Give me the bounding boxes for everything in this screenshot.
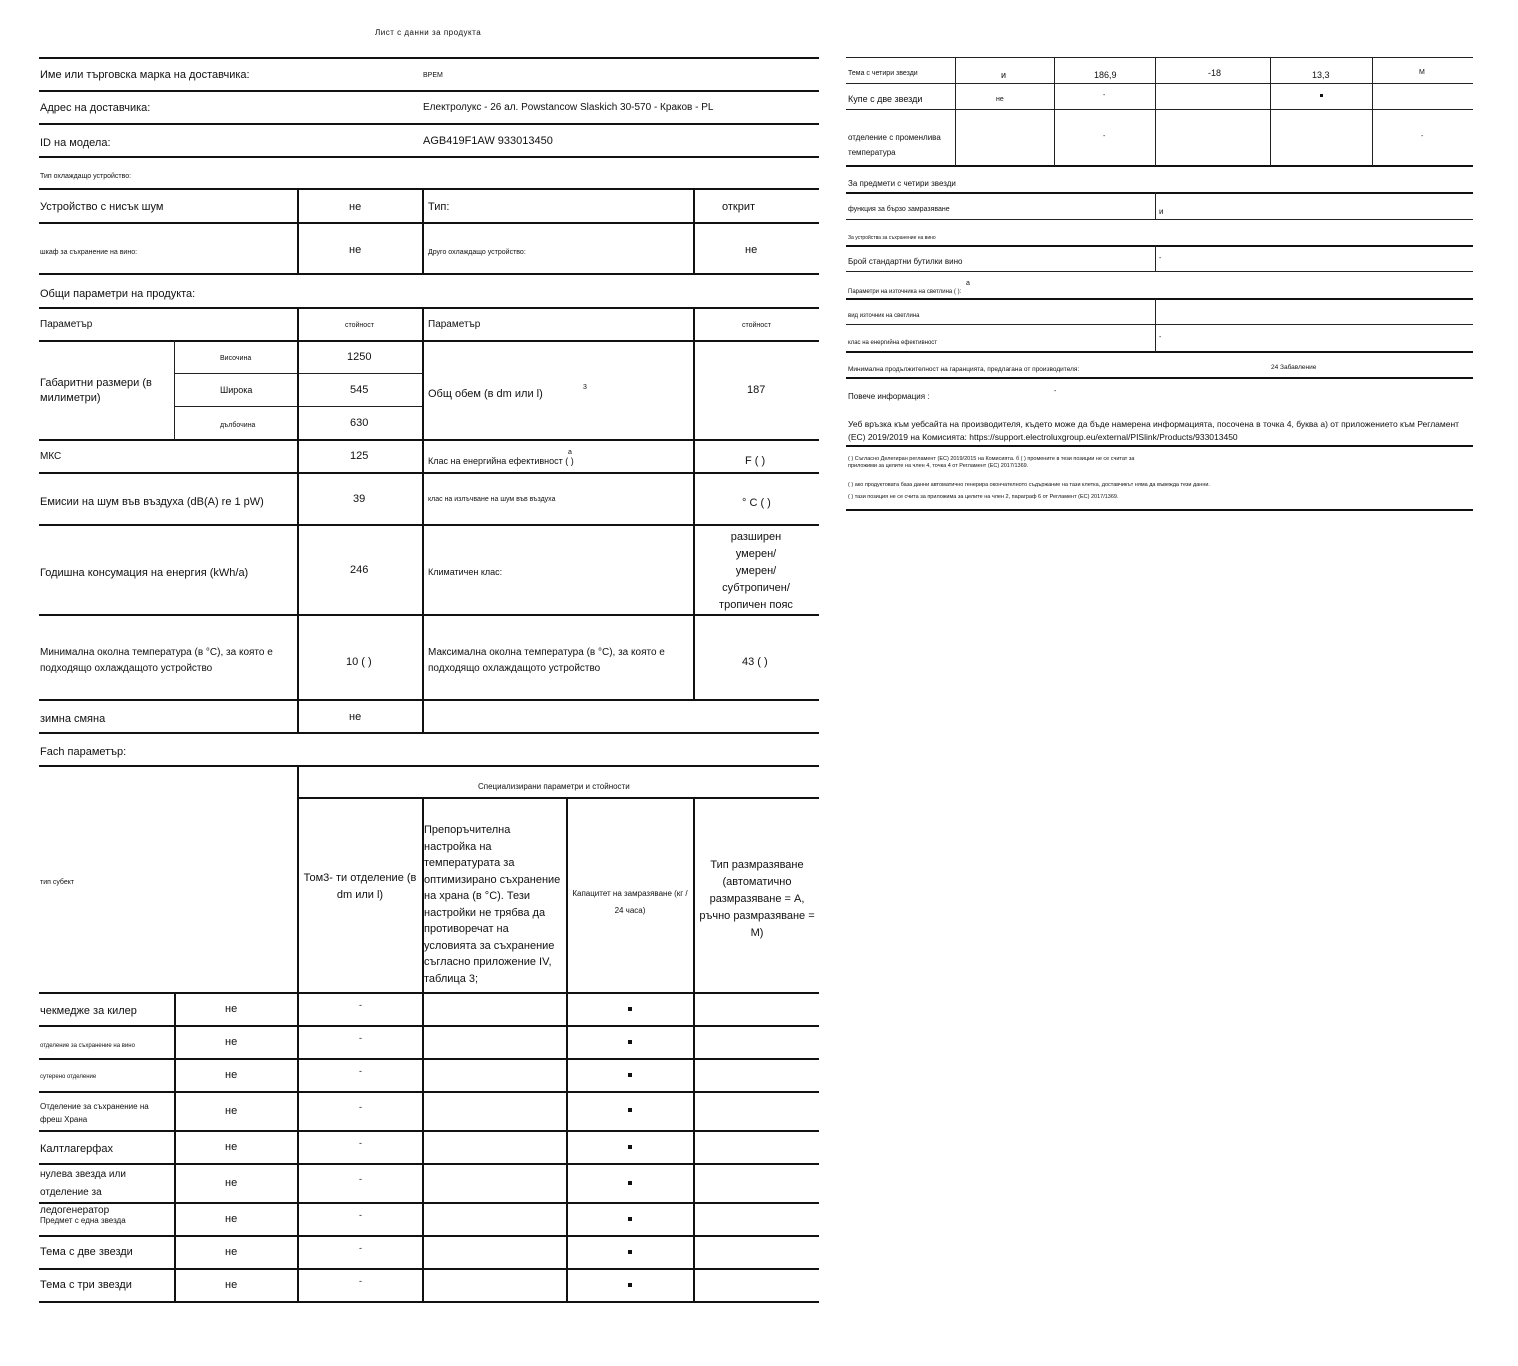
bottles-value: -	[1159, 255, 1162, 262]
model-id-label: ID на модела:	[40, 137, 111, 149]
height-label: Височина	[220, 355, 252, 362]
compartment-temp: -18	[1208, 68, 1222, 78]
compartment-present: не	[225, 1036, 238, 1048]
noise-class-value: ° C ( )	[742, 497, 771, 509]
general-params-heading: Общи параметри на продукта:	[40, 288, 196, 300]
compartment-name: Отделение за съхранение на фреш Храна	[40, 1102, 149, 1124]
climate-class-value: разширен умерен/ умерен/ субтропичен/ тропичен пояс	[719, 531, 793, 612]
compartment-name: Купе с две звезди	[848, 94, 923, 104]
winter-switch-value: не	[349, 711, 362, 723]
width-label: Широка	[220, 385, 253, 395]
compartment-name: Калтлагерфах	[40, 1143, 113, 1155]
compartment-name: Предмет с една звезда	[40, 1216, 126, 1225]
fast-freeze-value: и	[1159, 207, 1164, 216]
compartment-volume: -	[359, 1276, 362, 1286]
supplier-address-value: Електролукс - 26 ал. Powstancow Slaskich 30-570 - Краков - PL	[423, 102, 714, 113]
compartment-defrost: М	[1419, 69, 1425, 76]
volume-label: Общ обем (в dm или l)	[428, 388, 543, 400]
max-temp-value: 43 ( )	[742, 656, 768, 668]
energy-class-label: Клас на енергийна ефективност ( )	[428, 456, 574, 466]
manufacturer-web-link[interactable]: Уеб връзка към уебсайта на производителя, където може да бъде намерена информацията, посочена в точка 4, буква а) от приложението към Регламент (ЕС) 2019/2019 на Комисията: https://support.electroluxgroup.eu/external/PISlink/Products/933013450	[848, 419, 1460, 442]
supplier-name-value: ВРЕМ	[423, 72, 443, 79]
warranty-value: 24 Забавление	[1271, 364, 1317, 371]
compartment-volume: 186,9	[1094, 70, 1117, 80]
noise-class-label: клас на излъчване на шум във въздуха	[428, 496, 556, 503]
wine-heading: За устройства за съхранение на вино	[848, 235, 936, 241]
dimensions-label: Габаритни размери (в милиметри)	[40, 377, 152, 405]
supplier-address-label: Адрес на доставчика:	[40, 102, 151, 114]
energy-class-value: F ( )	[745, 455, 766, 467]
noise-label: Емисии на шум във въздуха (dB(A) re 1 pW)	[40, 496, 264, 508]
depth-label: дълбочина	[220, 422, 256, 429]
annual-consumption-value: 246	[350, 564, 369, 576]
bottles-label: Брой стандартни бутилки вино	[848, 257, 963, 266]
fast-freeze-label: функция за бързо замразяване	[848, 206, 950, 213]
compartment-volume: -	[1103, 92, 1106, 99]
more-info-value: -	[1054, 388, 1057, 395]
compartment-volume: -	[359, 1174, 362, 1184]
compartment-defrost: -	[1421, 133, 1424, 140]
type-value: открит	[722, 201, 756, 213]
param-header: Параметър	[40, 319, 93, 330]
compartment-name: Тема с три звезди	[40, 1279, 132, 1291]
width-value: 545	[350, 384, 369, 396]
compartment-volume: -	[359, 1033, 362, 1043]
document-title: Лист с данни за продукта	[375, 28, 482, 37]
wine-cabinet-value: не	[349, 244, 362, 256]
compartment-volume: -	[359, 1066, 362, 1076]
type-label: Тип:	[428, 201, 450, 213]
noise-value: 39	[353, 493, 366, 505]
compartment-name: отделение с променлива температура	[848, 133, 941, 158]
compartment-capacity: 13,3	[1312, 70, 1330, 80]
annual-consumption-label: Годишна консумация на енергия (kWh/a)	[40, 567, 249, 579]
compartment-volume: -	[1103, 133, 1106, 140]
warranty-label: Минимална продължителност на гаранцията, предлагана от производителя:	[848, 366, 1080, 373]
compartment-volume: -	[359, 1138, 362, 1148]
temp-col-header: Препоръчителна настройка на температурата за оптимизирано съхранение на храна (в °C). Тези настройки не трябва да противоречат на условията за съхранение съгласно приложение IV, таблица 3;	[424, 824, 561, 985]
wine-cabinet-label: шкаф за съхранение на вино:	[40, 249, 138, 256]
compartment-name: Тема с две звезди	[40, 1246, 133, 1258]
compartment-present: не	[225, 1213, 238, 1225]
compartment-present: не	[225, 1069, 238, 1081]
light-type-label: вид източник на светлина	[848, 313, 920, 319]
volume-col-header: Том3- ти отделение (в dm или l)	[303, 872, 417, 901]
other-device-label: Друго охлаждащо устройство:	[428, 249, 526, 256]
depth-value: 630	[350, 417, 369, 429]
subject-type-header: тип субект	[40, 879, 75, 886]
min-temp-value: 10 ( )	[346, 656, 372, 668]
compartment-volume: -	[359, 1210, 362, 1220]
low-noise-label: Устройство с нисък шум	[40, 201, 164, 213]
compartment-present: не	[225, 1105, 238, 1117]
model-id-value: AGB419F1AW 933013450	[423, 135, 553, 147]
more-info-label: Повече информация :	[848, 392, 930, 401]
light-source-heading: Параметри на източника на светлина ( ):	[848, 289, 962, 295]
compartment-present: не	[225, 1279, 238, 1291]
compartment-name: чекмедже за килер	[40, 1005, 137, 1017]
winter-switch-label: зимна смяна	[40, 713, 106, 725]
min-temp-label: Минимална околна температура (в °C), за която е подходящо охлаждащото устройство	[40, 647, 273, 674]
compartment-present: не	[225, 1141, 238, 1153]
light-class-value: -	[1159, 334, 1162, 341]
compartment-volume: -	[359, 1000, 362, 1010]
eei-value: 125	[350, 450, 369, 462]
compartment-params-heading: Fach параметър:	[40, 746, 127, 758]
compartment-present: не	[225, 1177, 238, 1189]
energy-class-sup: a	[568, 449, 572, 456]
special-params-header: Специализирани параметри и стойности	[478, 782, 630, 791]
compartment-name: отделение за съхранение на вино	[40, 1043, 135, 1049]
light-class-label: клас на енергийна ефективност	[848, 340, 938, 346]
compartment-name: нулева звезда или отделение за ледогенератор	[40, 1169, 126, 1216]
footnote-2: ( ) ако продуктовата база данни автоматично генерира окончателното съдържание на тази клетка, доставчикът няма да въвежда тези данни.	[848, 482, 1210, 488]
compartment-name: сутерено отделение	[40, 1074, 97, 1080]
defrost-col-header: Тип размразяване (автоматично размразяване = A, ръчно размразяване = M)	[699, 859, 815, 940]
param-header-2: Параметър	[428, 319, 481, 330]
device-type-heading: Тип охлаждащо устройство:	[40, 173, 132, 180]
height-value: 1250	[347, 351, 372, 363]
compartment-name: Тема с четири звезди	[848, 70, 918, 77]
other-device-value: не	[745, 244, 758, 256]
compartment-present: не	[996, 96, 1004, 103]
compartment-present: и	[1001, 70, 1007, 80]
climate-class-label: Климатичен клас:	[428, 567, 503, 577]
volume-sup: 3	[583, 384, 587, 391]
light-sup: a	[966, 280, 970, 287]
footnote-3: ( ) тази позиция не се счита за приложима за целите на член 2, параграф 6 от Регламент (ЕС) 2017/1369.	[848, 494, 1119, 500]
capacity-col-header: Капацитет на замразяване (кг / 24 часа)	[572, 889, 688, 915]
compartment-present: не	[225, 1003, 238, 1015]
eei-label: МКС	[40, 451, 62, 462]
low-noise-value: не	[349, 201, 362, 213]
max-temp-label: Максимална околна температура (в °C), за която е подходящо охлаждащото устройство	[428, 647, 665, 674]
compartment-present: не	[225, 1246, 238, 1258]
value-header: стойност	[345, 322, 374, 329]
compartment-volume: -	[359, 1102, 362, 1112]
value-header-2: стойност	[742, 322, 771, 329]
four-star-heading: За предмети с четири звезди	[848, 179, 956, 188]
supplier-name-label: Име или търговска марка на доставчика:	[40, 69, 250, 81]
volume-value: 187	[747, 384, 766, 396]
footnote-1: ( ) Съгласно Делегиран регламент (ЕС) 2019/2015 на Комисията. б ( ) промените в тези позиции не се считат за приложими за целите на член 4, точка 4 от Регламент (ЕС) 2017/1369.	[848, 456, 1135, 469]
compartment-volume: -	[359, 1243, 362, 1253]
